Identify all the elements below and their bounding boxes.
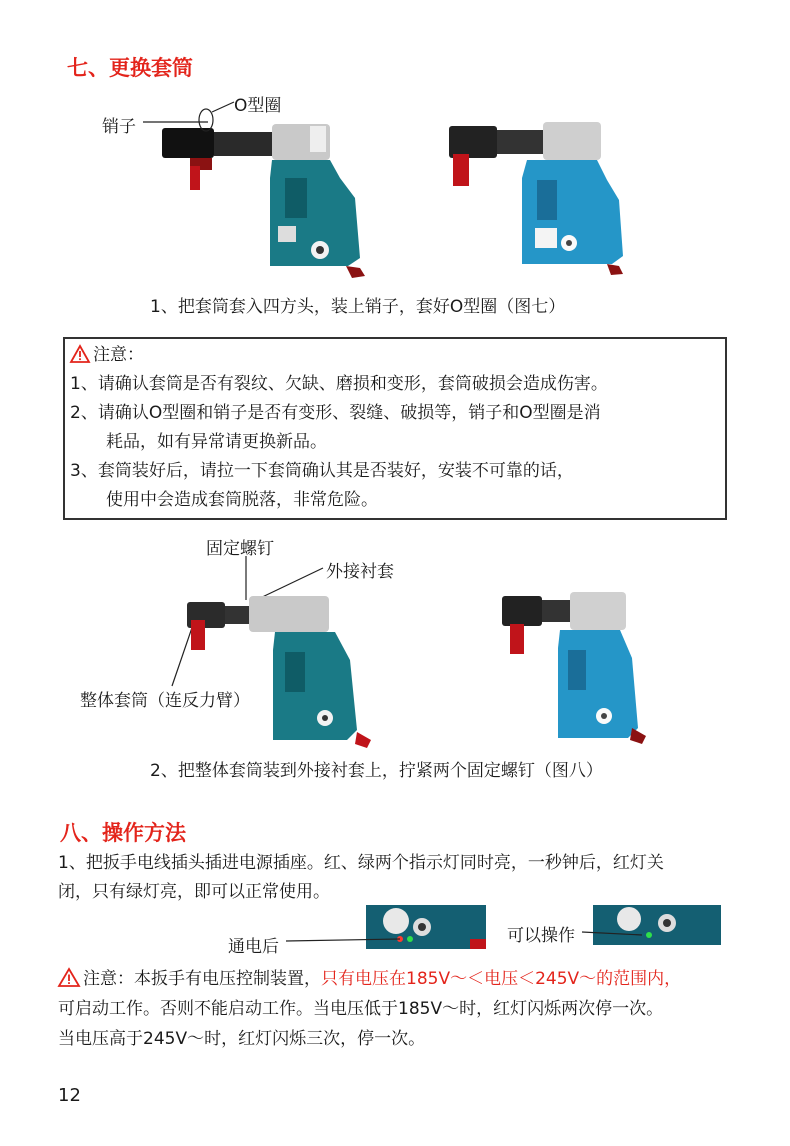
leader-lines-fig7 xyxy=(140,100,240,140)
page-number: 12 xyxy=(58,1085,81,1106)
operation-para-line2: 闭，只有绿灯亮，即可以正常使用。 xyxy=(58,882,330,902)
wrench-photo-right xyxy=(447,118,637,278)
leader-line-operable xyxy=(582,926,652,940)
voltage-note-range: 只有电压在185V～＜电压＜245V～的范围内， xyxy=(321,969,682,989)
caption-fig7: 1、把套筒套入四方头，装上销子，套好O型圈（图七） xyxy=(150,297,566,317)
label-screw: 固定螺钉 xyxy=(206,539,274,559)
label-socket: 整体套筒（连反力臂） xyxy=(80,691,250,711)
voltage-note-line3: 当电压高于245V～时，红灯闪烁三次，停一次。 xyxy=(58,1029,426,1049)
label-poweron: 通电后 xyxy=(228,937,279,957)
label-pin: 销子 xyxy=(102,117,136,137)
notice-item-3-cont: 使用中会造成套筒脱落，非常危险。 xyxy=(106,490,378,510)
notice-item-1: 1、请确认套筒是否有裂纹、欠缺、磨损和变形，套筒破损会造成伤害。 xyxy=(70,374,608,394)
caption-fig8: 2、把整体套筒装到外接衬套上，拧紧两个固定螺钉（图八） xyxy=(150,761,603,781)
notice-heading-text: 注意： xyxy=(93,345,144,365)
notice-heading xyxy=(70,340,144,370)
section8-title: 八、操作方法 xyxy=(60,821,186,845)
voltage-note-line2: 可启动工作。否则不能启动工作。当电压低于185V～时，红灯闪烁两次停一次。 xyxy=(58,999,664,1019)
notice-item-3: 3、套筒装好后，请拉一下套筒确认其是否装好，安装不可靠的话， xyxy=(70,461,574,481)
warning-icon xyxy=(70,345,90,363)
notice-item-2: 2、请确认O型圈和销子是否有变形、裂缝、破损等，销子和O型圈是消 xyxy=(70,403,601,423)
warning-icon xyxy=(58,968,80,987)
section7-title: 七、更换套筒 xyxy=(67,56,193,80)
operation-para-line1: 1、把扳手电线插头插进电源插座。红、绿两个指示灯同时亮，一秒钟后，红灯关 xyxy=(58,853,664,873)
leader-line-poweron xyxy=(286,935,406,945)
voltage-note-prefix: 注意：本扳手有电压控制装置， xyxy=(83,969,321,989)
voltage-note-line1 xyxy=(58,964,681,994)
wrench-photo-fig8-right xyxy=(500,588,660,748)
label-sleeve: 外接衬套 xyxy=(326,562,394,582)
notice-item-2-cont: 耗品，如有异常请更换新品。 xyxy=(106,432,327,452)
wrench-photo-fig8-left xyxy=(185,590,385,750)
label-oring: O型圈 xyxy=(234,96,282,116)
wrench-photo-left xyxy=(160,118,370,283)
label-operable: 可以操作 xyxy=(507,926,575,946)
